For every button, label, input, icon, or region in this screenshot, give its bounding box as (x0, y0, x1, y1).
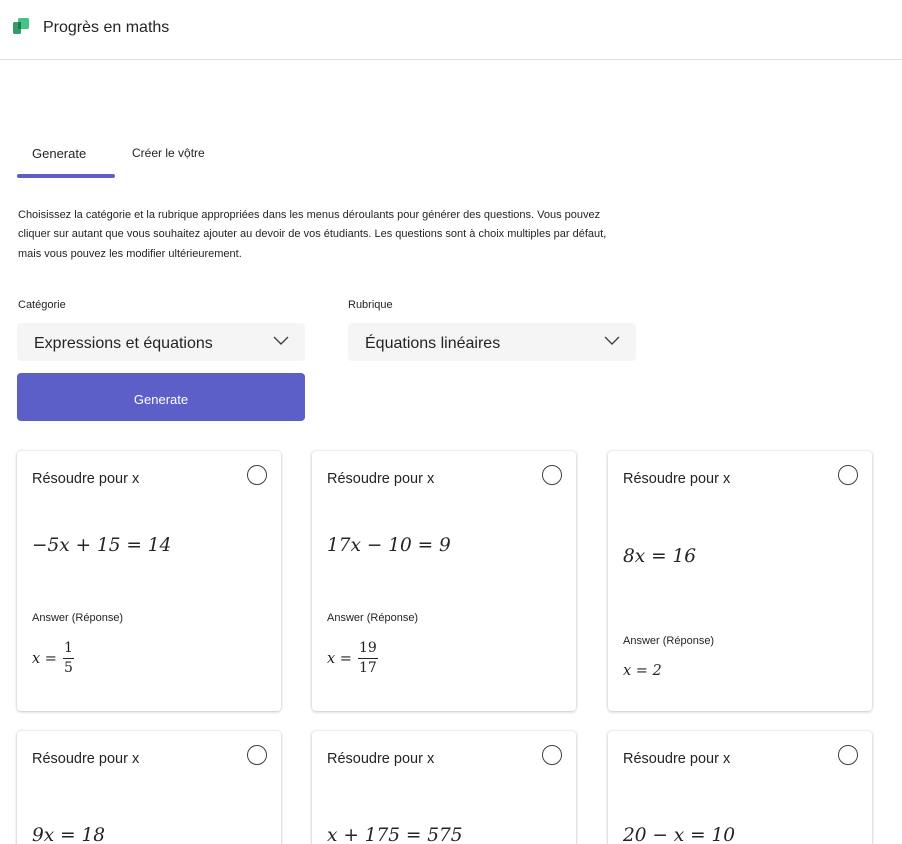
question-title: Résoudre pour x (327, 471, 435, 487)
fraction-denominator: 17 (358, 660, 377, 676)
instructions-text: Choisissez la catégorie et la rubrique appropriées dans les menus déroulants pour générer des questions. Vous pouvez cliquer sur autant que vous souhaitez ajouter au devoir de vos étudiants. Les questions sont à choix multiples par défaut, mais vous pouvez les modifier ultérieurement. (18, 209, 607, 260)
select-radio[interactable] (838, 745, 858, 765)
fraction-denominator: 5 (63, 660, 73, 676)
app-header (0, 0, 902, 60)
chevron-down-icon (273, 336, 289, 346)
answer-label: Answer (Réponse) (32, 612, 124, 624)
question-equation: 8x = 16 (623, 546, 697, 567)
topic-label: Rubrique (348, 299, 393, 311)
topic-dropdown[interactable] (348, 323, 636, 361)
answer-label: Answer (Réponse) (623, 635, 715, 647)
category-dropdown[interactable] (17, 323, 305, 361)
question-card[interactable] (608, 731, 872, 844)
answer-value (327, 641, 378, 676)
answer-prefix: x = (327, 650, 352, 667)
select-radio[interactable] (542, 465, 562, 485)
answer-prefix: x = (32, 650, 57, 667)
select-radio[interactable] (838, 465, 858, 485)
select-radio[interactable] (247, 465, 267, 485)
category-dropdown-value: Expressions et équations (34, 335, 213, 352)
question-equation: 17x − 10 = 9 (327, 535, 451, 556)
generate-button-label: Generate (133, 392, 189, 407)
question-equation: −5x + 15 = 14 (32, 535, 172, 556)
answer-value (623, 663, 662, 679)
answer-prefix: x = 2 (623, 663, 662, 679)
question-title: Résoudre pour x (32, 471, 140, 487)
question-card[interactable] (312, 731, 576, 844)
chevron-down-icon (604, 336, 620, 346)
category-label: Catégorie (18, 299, 66, 311)
answer-value (32, 641, 74, 676)
answer-fraction (358, 641, 378, 676)
question-title: Résoudre pour x (327, 751, 435, 767)
question-title: Résoudre pour x (623, 471, 731, 487)
active-tab-indicator (17, 174, 115, 178)
tab-create-your-own[interactable]: Créer le vộtre (132, 146, 205, 160)
answer-label: Answer (Réponse) (327, 612, 419, 624)
app-title: Progrès en maths (43, 19, 170, 36)
question-equation: x + 175 = 575 (327, 825, 463, 844)
topic-dropdown-value: Équations linéaires (365, 335, 501, 352)
app-logo-icon (13, 18, 29, 34)
answer-fraction (63, 641, 74, 676)
question-card[interactable] (17, 731, 281, 844)
question-title: Résoudre pour x (32, 751, 140, 767)
select-radio[interactable] (542, 745, 562, 765)
fraction-numerator: 1 (63, 641, 74, 659)
fraction-numerator: 19 (358, 641, 378, 659)
question-title: Résoudre pour x (623, 751, 731, 767)
generate-button[interactable] (17, 373, 305, 421)
question-card[interactable] (17, 451, 281, 711)
question-card[interactable] (312, 451, 576, 711)
question-equation: 20 − x = 10 (623, 825, 736, 844)
tab-generate[interactable]: Generate (32, 146, 87, 161)
question-card[interactable] (608, 451, 872, 711)
select-radio[interactable] (247, 745, 267, 765)
question-equation: 9x = 18 (32, 825, 106, 844)
